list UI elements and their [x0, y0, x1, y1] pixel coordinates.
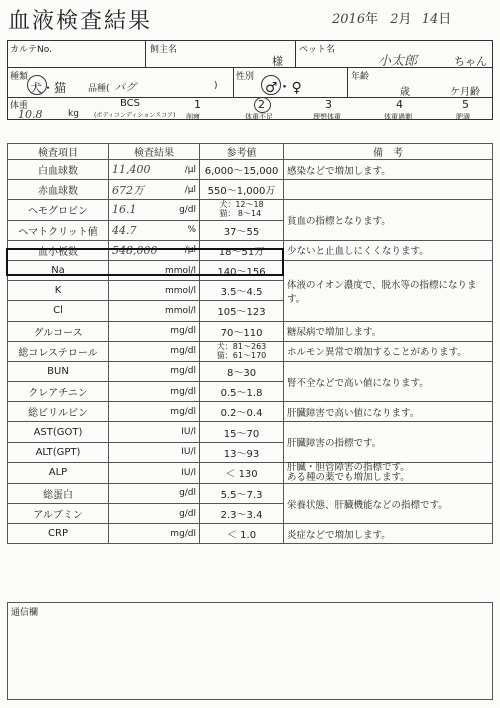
test-item: 赤血球数 — [8, 180, 109, 200]
reference-range: 13～93 — [200, 442, 284, 462]
table-row — [8, 462, 493, 483]
owner-suffix: 様 — [272, 55, 283, 68]
weight-unit: kg — [68, 109, 79, 119]
test-unit: /μl — [184, 184, 197, 195]
test-unit: mg/dl — [170, 346, 197, 357]
date-month: 2 — [390, 12, 399, 27]
remarks-line: ある種の薬でも増加します。 — [287, 471, 410, 483]
reference-range: 37～55 — [200, 220, 284, 240]
table-row — [8, 361, 493, 381]
header-note: 備 考 — [284, 144, 493, 160]
reference-range: 105～123 — [200, 301, 284, 321]
bcs-1-label: 削痩 — [186, 113, 200, 121]
reference-range: 140～156 — [200, 260, 284, 280]
test-item: 白血球数 — [8, 160, 109, 180]
table-row — [8, 422, 493, 442]
reference-range: 0.2～0.4 — [200, 402, 284, 422]
bcs-4-label: 体重過剰 — [384, 113, 412, 121]
test-item: Cl — [8, 301, 109, 321]
test-item: Na — [8, 260, 109, 280]
test-item: 総ビリルビン — [8, 402, 109, 422]
comments-box — [7, 602, 493, 700]
test-result-cell — [109, 504, 200, 524]
blood-test-table — [7, 143, 493, 544]
test-result-cell — [109, 442, 200, 462]
table-row — [8, 180, 493, 200]
bcs-3-label: 理想体重 — [313, 113, 341, 121]
species-selected-circle — [27, 75, 47, 95]
remarks-line: 肝臓・胆管障害の指標です。 — [287, 461, 410, 473]
bcs-2-num: 2 — [258, 98, 265, 111]
reference-range: 15～70 — [200, 422, 284, 442]
comments-label: 通信欄 — [11, 608, 39, 618]
table-row — [8, 402, 493, 422]
test-result-cell — [109, 321, 200, 341]
test-result-cell — [109, 160, 200, 180]
page-title: 血液検査結果 — [8, 9, 153, 34]
reference-range: 70～110 — [200, 321, 284, 341]
test-unit: g/dl — [179, 488, 197, 499]
sex-selected-circle — [261, 75, 281, 95]
sex-label: 性別 — [236, 72, 255, 82]
remarks: 腎不全などで高い値になります。 — [284, 361, 493, 401]
test-unit: /μl — [184, 164, 197, 175]
reference-range-cat: 猫：61～170 — [216, 350, 267, 360]
test-result-value: 548,000 — [112, 243, 158, 257]
test-result-cell — [109, 220, 200, 240]
table-row — [8, 321, 493, 341]
test-result-cell — [109, 361, 200, 381]
test-unit: mg/dl — [170, 366, 197, 377]
reference-range: ＜ 130 — [200, 462, 284, 483]
weight-label: 体重 — [10, 101, 29, 111]
owner-label: 飼主名 — [150, 45, 178, 55]
test-result-cell — [109, 301, 200, 321]
bcs-1-num: 1 — [194, 98, 201, 111]
test-unit: IU/l — [181, 447, 197, 458]
reference-range: 0.5～1.8 — [200, 382, 284, 402]
test-result-cell — [109, 180, 200, 200]
remarks: 少ないと止血しにくくなります。 — [284, 240, 493, 260]
reference-range-dog: 犬：81～263 — [216, 341, 267, 351]
test-item: CRP — [8, 524, 109, 544]
bcs-selected-circle — [254, 97, 271, 113]
table-row — [8, 160, 493, 180]
patient-info-box — [7, 40, 493, 120]
table-row — [8, 483, 493, 503]
test-item: AST(GOT) — [8, 422, 109, 442]
table-header-row — [8, 144, 493, 160]
remarks: 肝臓障害の指標です。 — [284, 422, 493, 462]
age-months-label: ケ月齢 — [450, 87, 480, 98]
test-unit: mg/dl — [170, 326, 197, 337]
sex-options: ♂・♀ — [265, 80, 302, 96]
test-result-value: 44.7 — [112, 223, 137, 237]
date-day-suffix: 日 — [438, 12, 452, 27]
remarks: 栄養状態、肝臓機能などの指標です。 — [284, 483, 493, 523]
platelet-highlight-box — [6, 248, 284, 276]
test-unit: /μl — [184, 245, 197, 256]
bcs-5-num: 5 — [462, 98, 469, 111]
test-unit: mmol/l — [164, 305, 197, 316]
karte-no-label: カルテNo. — [10, 45, 52, 55]
remarks: 肝臓障害で高い値になります。 — [284, 402, 493, 422]
age-years-label: 歳 — [400, 87, 410, 98]
remarks: 体液のイオン濃度で、脱水等の指標になります。 — [284, 260, 493, 321]
test-item: グルコース — [8, 321, 109, 341]
test-unit: mmol/l — [164, 285, 197, 296]
test-item: 血小板数 — [8, 240, 109, 260]
test-unit: mg/dl — [170, 386, 197, 397]
reference-range-cat: 猫： 8～14 — [219, 209, 262, 219]
date-day: 14 — [421, 12, 439, 27]
pet-name: 小太郎 — [378, 54, 418, 69]
test-item: K — [8, 281, 109, 301]
test-result-cell — [109, 382, 200, 402]
reference-range: 8～30 — [200, 361, 284, 381]
test-item: ALP — [8, 462, 109, 483]
breed-value: パグ — [114, 81, 136, 94]
test-item: ALT(GPT) — [8, 442, 109, 462]
test-result-cell — [109, 462, 200, 483]
test-unit: mg/dl — [170, 406, 197, 417]
reference-range — [200, 200, 284, 220]
test-item: BUN — [8, 361, 109, 381]
remarks: 感染などで増加します。 — [284, 160, 493, 180]
reference-range: 3.5～4.5 — [200, 281, 284, 301]
species-options: 犬・猫 — [30, 81, 67, 95]
bcs-4-num: 4 — [396, 98, 403, 111]
reference-range: ＜ 1.0 — [200, 524, 284, 544]
reference-range: 6,000～15,000 — [200, 160, 284, 180]
test-unit: g/dl — [179, 508, 197, 519]
test-result-value: 672万 — [112, 183, 144, 197]
test-result-value: 11,400 — [112, 163, 151, 177]
test-result-value: 16.1 — [112, 203, 137, 217]
test-unit: mmol/l — [164, 265, 197, 276]
date-year: 2016 — [332, 12, 366, 27]
header-ref: 参考値 — [200, 144, 284, 160]
breed-close: ) — [214, 81, 218, 91]
test-unit: mg/dl — [170, 528, 197, 539]
bcs-5-label: 肥満 — [456, 113, 470, 121]
reference-range — [200, 341, 284, 361]
test-unit: IU/l — [181, 427, 197, 438]
test-item: ヘマトクリット値 — [8, 220, 109, 240]
remarks: 炎症などで増加します。 — [284, 524, 493, 544]
table-row — [8, 524, 493, 544]
reference-range-dog: 犬：12～18 — [219, 200, 264, 210]
remarks — [284, 180, 493, 200]
pet-name-label: ペット名 — [299, 45, 336, 55]
breed-label: 品種( — [88, 84, 110, 94]
remarks: 糖尿病で増加します。 — [284, 321, 493, 341]
header-item: 検査項目 — [8, 144, 109, 160]
bcs-sub-label: (ボディコンディションスコア) — [94, 112, 176, 119]
test-item: アルブミン — [8, 504, 109, 524]
test-result-cell — [109, 483, 200, 503]
date-month-suffix: 月 — [398, 12, 412, 27]
test-unit: g/dl — [179, 204, 197, 215]
test-result-cell — [109, 524, 200, 544]
table-row — [8, 341, 493, 361]
test-result-cell — [109, 281, 200, 301]
table-row — [8, 200, 493, 220]
header-result: 検査結果 — [109, 144, 200, 160]
remarks — [284, 462, 493, 483]
test-item: 総蛋白 — [8, 483, 109, 503]
weight-value: 10.8 — [18, 108, 43, 121]
test-result-cell — [109, 422, 200, 442]
reference-range: 18～51万 — [200, 240, 284, 260]
bcs-3-num: 3 — [325, 98, 332, 111]
test-item: 総コレステロール — [8, 341, 109, 361]
remarks: 貧血の指標となります。 — [284, 200, 493, 240]
test-result-cell — [109, 402, 200, 422]
report-date — [332, 8, 451, 27]
reference-range: 550～1,000万 — [200, 180, 284, 200]
remarks: ホルモン異常で増加することがあります。 — [284, 341, 493, 361]
test-item: ヘモグロビン — [8, 200, 109, 220]
test-result-cell — [109, 341, 200, 361]
age-label: 年齢 — [351, 72, 370, 82]
test-unit: % — [187, 225, 197, 236]
pet-suffix: ちゃん — [454, 55, 487, 68]
reference-range: 2.3～3.4 — [200, 504, 284, 524]
test-unit: IU/l — [181, 467, 197, 478]
test-result-cell — [109, 200, 200, 220]
test-item: クレアチニン — [8, 382, 109, 402]
reference-range: 5.5～7.3 — [200, 483, 284, 503]
date-year-suffix: 年 — [365, 12, 379, 27]
species-label: 種類 — [10, 72, 29, 82]
bcs-label: BCS — [120, 98, 141, 109]
bcs-2-label: 体重不足 — [245, 113, 273, 121]
